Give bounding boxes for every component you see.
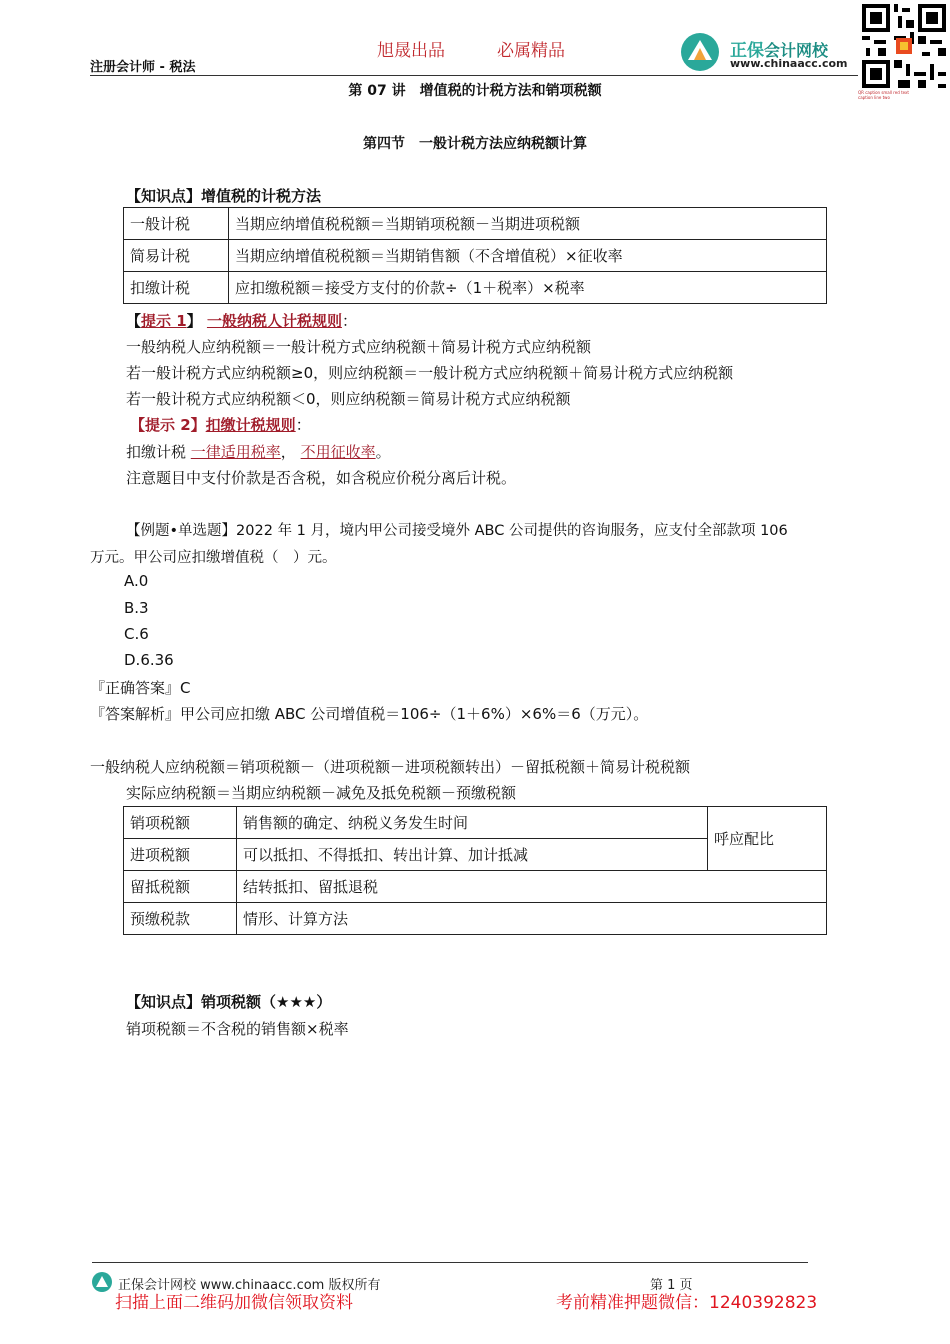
formula2-line1: 一般纳税人应纳税额＝销项税额－（进项税额－进项税额转出）－留抵税额＋简易计税税额: [90, 758, 691, 776]
header-divider: [90, 75, 858, 76]
component-name: 留抵税额: [124, 871, 237, 903]
table-row: [124, 208, 827, 240]
component-note: 呼应配比: [708, 807, 827, 871]
table-row: [124, 871, 827, 903]
component-name: 销项税额: [124, 807, 237, 839]
kp1-row-formula: 当期应纳增值税税额＝当期销售额（不含增值税）×征收率: [229, 240, 827, 272]
brand-logo[interactable]: [678, 30, 858, 74]
kp2-heading: 【知识点】销项税额（★★★）: [126, 993, 332, 1011]
tip1-heading: [126, 310, 357, 331]
table-row: [124, 272, 827, 304]
table-row: [124, 240, 827, 272]
example-stem: 【例题•单选题】2022 年 1 月，境内甲公司接受境外 ABC 公司提供的咨询服务，应支付全部款项 106: [126, 523, 788, 539]
tip1-title: 一般纳税人计税规则: [206, 312, 342, 330]
tip2-line1: [126, 441, 391, 462]
component-desc: 情形、计算方法: [237, 903, 827, 935]
tip1-label: 提示 1: [141, 312, 187, 330]
footer-divider: [92, 1262, 808, 1263]
kp1-row-name: 一般计税: [124, 208, 229, 240]
tip1-line: 一般纳税人应纳税额＝一般计税方式应纳税额＋简易计税方式应纳税额: [126, 338, 592, 356]
tip1-line: 若一般计税方式应纳税额≥0，则应纳税额＝一般计税方式应纳税额＋简易计税方式应纳税额: [126, 364, 734, 382]
answer: 『正确答案』C: [90, 679, 191, 697]
tip1-bracket-open: 【: [126, 312, 142, 330]
tax-components-table: [123, 806, 827, 935]
qr-caption-line: caption line two: [858, 95, 890, 100]
tip2-term-rate: 一律适用税率: [190, 443, 281, 461]
tip2-end: 。: [375, 443, 391, 461]
footer-logo-icon: [90, 1271, 114, 1293]
component-name: 预缴税款: [124, 903, 237, 935]
option-a: A.0: [124, 572, 149, 590]
analysis: 『答案解析』甲公司应扣缴 ABC 公司增值税＝106÷（1＋6%）×6%＝6（万元）。: [90, 705, 649, 723]
brand-small: 会计网校: [764, 41, 829, 60]
kp1-row-formula: 当期应纳增值税税额＝当期销项税额－当期进项税额: [229, 208, 827, 240]
component-name: 进项税额: [124, 839, 237, 871]
footer-copyright: 正保会计网校 www.chinaacc.com 版权所有: [118, 1278, 381, 1293]
slogan-right: 必属精品: [497, 41, 565, 61]
option-b: B.3: [124, 599, 149, 617]
kp1-row-formula: 应扣缴税额＝接受方支付的价款÷（1＋税率）×税率: [229, 272, 827, 304]
tip2-line2: 注意题目中支付价款是否含税，如含税应价税分离后计税。: [126, 469, 517, 487]
option-d: D.6.36: [124, 651, 174, 669]
course-label: 注册会计师 - 税法: [90, 60, 196, 75]
tip2-prefix: 扣缴计税: [126, 443, 191, 461]
brand-url: www.chinaacc.com: [730, 57, 848, 70]
example-stem-cont: 万元。甲公司应扣缴增值税（ ）元。: [90, 550, 337, 566]
tip1-line: 若一般计税方式应纳税额＜0，则应纳税额＝简易计税方式应纳税额: [126, 390, 571, 408]
tip2-label: 【提示 2】: [130, 416, 206, 434]
formula2-line2: 实际应纳税额＝当期应纳税额－减免及抵免税额－预缴税额: [126, 784, 517, 802]
kp1-row-name: 简易计税: [124, 240, 229, 272]
table-row: [124, 807, 827, 839]
qr-code-icon: [862, 4, 946, 88]
kp1-heading: 【知识点】增值税的计税方法: [126, 187, 322, 205]
tip2-sep: ，: [280, 443, 296, 461]
kp2-line: 销项税额＝不含税的销售额×税率: [126, 1020, 349, 1038]
slogan-left: 旭晟出品: [377, 41, 445, 61]
table-row: [124, 903, 827, 935]
tip2-colon: ：: [295, 416, 311, 434]
option-c: C.6: [124, 625, 149, 643]
component-desc: 可以抵扣、不得抵扣、转出计算、加计抵减: [237, 839, 708, 871]
tip2-title: 扣缴计税规则: [205, 416, 296, 434]
kp1-row-name: 扣缴计税: [124, 272, 229, 304]
tip1-colon: ：: [341, 312, 357, 330]
component-desc: 结转抵扣、留抵退税: [237, 871, 827, 903]
tip2-term-levy: 不用征收率: [300, 443, 376, 461]
tip1-bracket-close: 】: [186, 312, 202, 330]
lecture-title: 第 07 讲 增值税的计税方法和销项税额: [348, 83, 602, 99]
page-number: 第 1 页: [650, 1278, 693, 1293]
logo-icon: [678, 32, 722, 72]
component-desc: 销售额的确定、纳税义务发生时间: [237, 807, 708, 839]
qr-caption-line: QR caption small red text: [858, 90, 909, 95]
promo-left: 扫描上面二维码加微信领取资料: [115, 1293, 353, 1313]
kp1-table: [123, 207, 827, 304]
promo-right: 考前精准押题微信：1240392823: [556, 1293, 818, 1313]
tip2-heading: [130, 414, 311, 435]
section-title: 第四节 一般计税方法应纳税额计算: [363, 136, 587, 152]
brand-big: 正保: [730, 41, 764, 61]
